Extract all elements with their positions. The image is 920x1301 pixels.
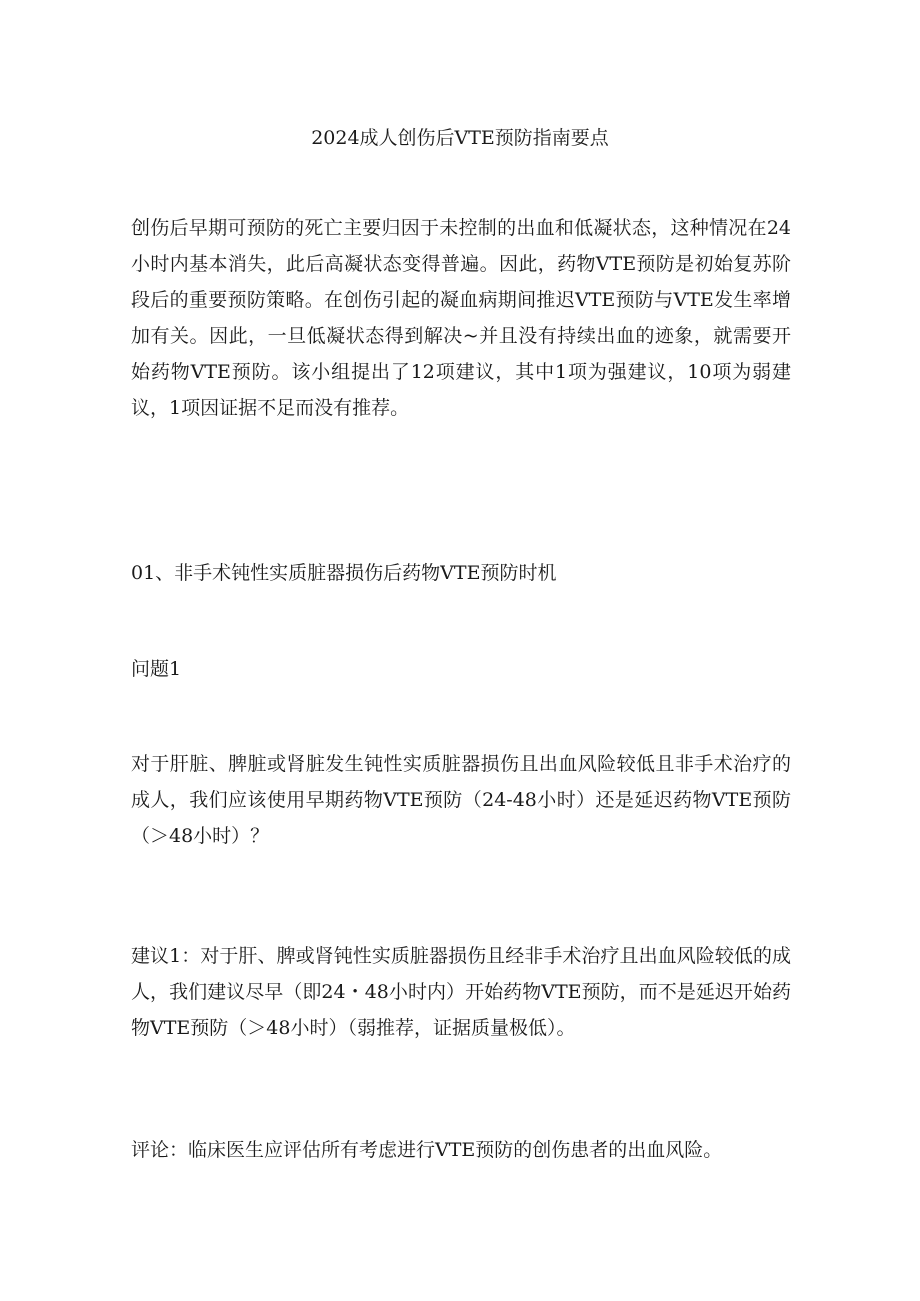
question-label: 问题1 (131, 658, 182, 680)
question-paragraph: 对于肝脏、脾脏或肾脏发生钝性实质脏器损伤且出血风险较低且非手术治疗的成人，我们应该使用早期药物VTE预防（24-48小时）还是延迟药物VTE预防（＞48小时）？ (131, 753, 791, 847)
intro-paragraph: 创伤后早期可预防的死亡主要归因于未控制的出血和低凝状态，这种情况在24小时内基本消失，此后高凝状态变得普遍。因此，药物VTE预防是初始复苏阶段后的重要预防策略。在创伤引起的凝血病期间推迟VTE预防与VTE发生率增加有关。因此，一旦低凝状态得到解决~并且没有持续出血的迹象，就需要开始药物VTE预防。该小组提出了12项建议，其中1项为强建议，10项为弱建议，1项因证据不足而没有推荐。 (131, 217, 791, 419)
section-heading: 01、非手术钝性实质脏器损伤后药物VTE预防时机 (131, 562, 557, 584)
recommendation-paragraph: 建议1：对于肝、脾或肾钝性实质脏器损伤且经非手术治疗且出血风险较低的成人，我们建议尽早（即24・48小时内）开始药物VTE预防，而不是延迟开始药物VTE预防（＞48小时）（弱推荐，证据质量极低）。 (131, 945, 791, 1039)
comment-paragraph: 评论：临床医生应评估所有考虑进行VTE预防的创伤患者的出血风险。 (131, 1139, 723, 1161)
document-title: 2024成人创伤后VTE预防指南要点 (311, 127, 609, 149)
